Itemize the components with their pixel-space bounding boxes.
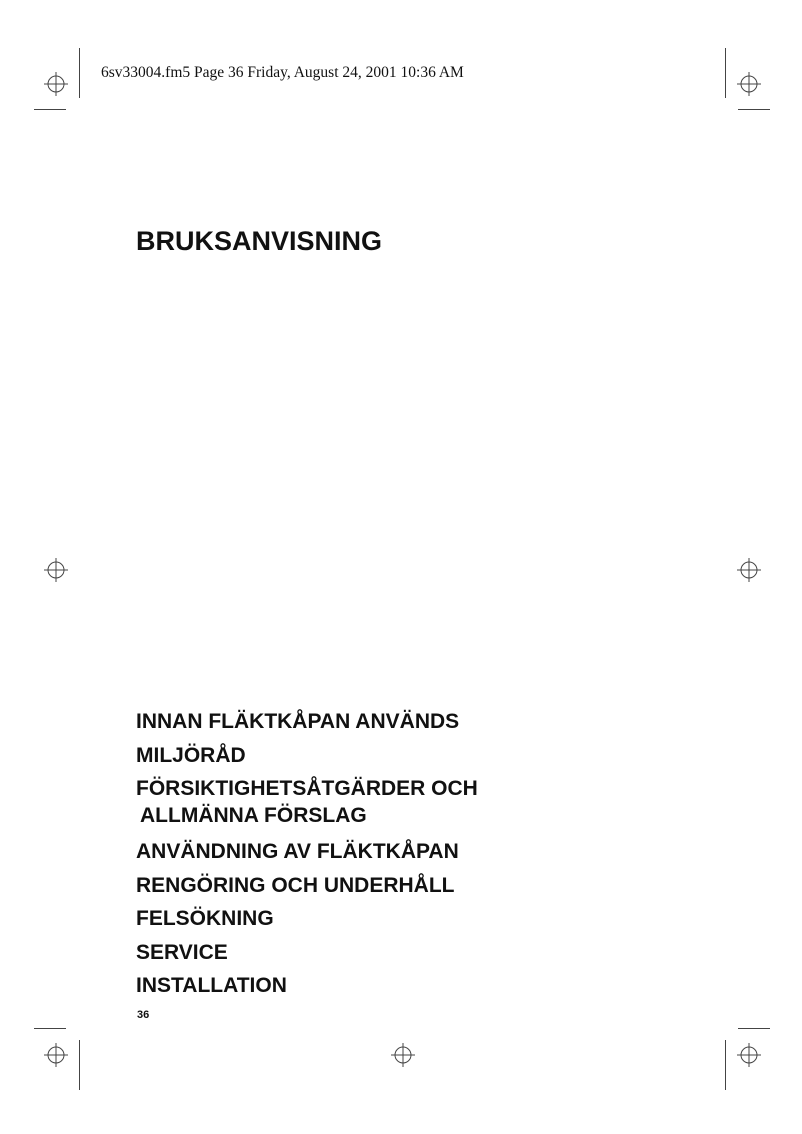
page-number: 36 bbox=[137, 1009, 150, 1021]
toc-item-label: INNAN FLÄKTKÅPAN ANVÄNDS bbox=[136, 710, 460, 733]
crop-mark-bottom-left-horizontal bbox=[34, 1028, 66, 1029]
crop-mark-bottom-right-vertical bbox=[725, 1040, 726, 1090]
table-of-contents bbox=[136, 708, 478, 1006]
crop-mark-bottom-right-horizontal bbox=[738, 1028, 770, 1029]
crop-mark-top-left-horizontal bbox=[34, 109, 66, 110]
registration-mark-icon bbox=[44, 558, 68, 582]
toc-item-label: FÖRSIKTIGHETSÅTGÄRDER OCH bbox=[136, 777, 478, 800]
toc-item-label: ANVÄNDNING AV FLÄKTKÅPAN bbox=[136, 840, 459, 863]
registration-mark-icon bbox=[737, 72, 761, 96]
registration-mark-icon bbox=[44, 1043, 68, 1067]
toc-item bbox=[136, 972, 478, 1006]
crop-mark-bottom-left-vertical bbox=[79, 1040, 80, 1090]
file-info-header: 6sv33004.fm5 Page 36 Friday, August 24, 2001 10:36 AM bbox=[101, 64, 464, 81]
toc-item bbox=[136, 905, 478, 939]
crop-mark-top-right-vertical bbox=[725, 48, 726, 98]
toc-item bbox=[136, 838, 478, 872]
toc-item-label: RENGÖRING OCH UNDERHÅLL bbox=[136, 873, 455, 897]
toc-item-label: MILJÖRÅD bbox=[136, 743, 246, 767]
toc-item-label: FELSÖKNING bbox=[136, 907, 274, 930]
toc-item-label: SERVICE bbox=[136, 940, 228, 964]
registration-mark-icon bbox=[44, 72, 68, 96]
crop-mark-top-left-vertical bbox=[79, 48, 80, 98]
toc-item bbox=[136, 872, 478, 906]
registration-mark-icon bbox=[737, 558, 761, 582]
toc-item bbox=[136, 775, 478, 838]
toc-item bbox=[136, 742, 478, 776]
crop-mark-top-right-horizontal bbox=[738, 109, 770, 110]
toc-item-label-continued: ALLMÄNNA FÖRSLAG bbox=[140, 804, 367, 827]
registration-mark-icon bbox=[737, 1043, 761, 1067]
registration-mark-icon bbox=[391, 1043, 415, 1067]
toc-item bbox=[136, 939, 478, 973]
toc-item-label: INSTALLATION bbox=[136, 974, 287, 997]
toc-item bbox=[136, 708, 478, 742]
page-title: BRUKSANVISNING bbox=[136, 226, 383, 256]
